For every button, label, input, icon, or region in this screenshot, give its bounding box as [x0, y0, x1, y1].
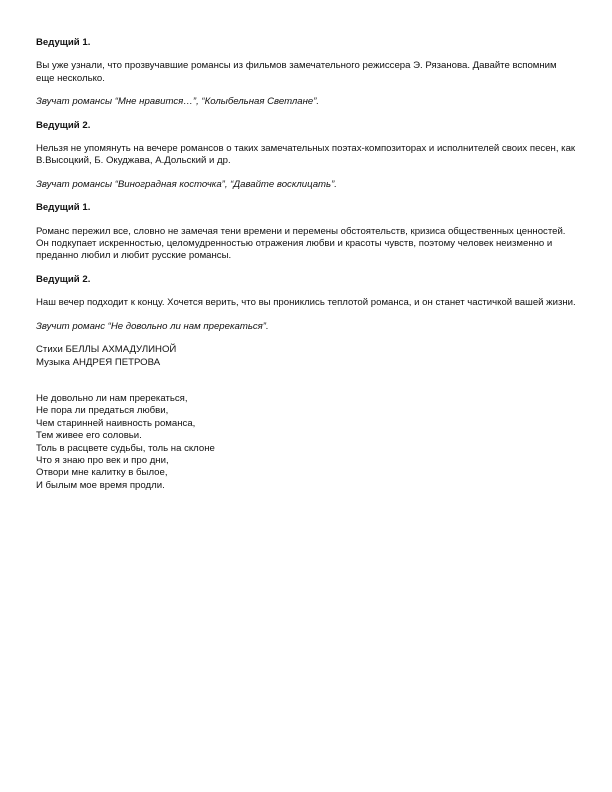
lyrics-credit: Стихи БЕЛЛЫ АХМАДУЛИНОЙ: [36, 344, 177, 356]
stage-direction: Звучат романсы “Виноградная косточка”, “Давайте восклицать”.: [36, 178, 337, 190]
speaker-heading: Ведущий 1.: [36, 37, 91, 48]
poem-line: Не пора ли предаться любви,: [36, 405, 169, 417]
speech-paragraph: Вы уже узнали, что прозвучавшие романсы из фильмов замечательного режиссера Э. Рязанова. Давайте вспомним еще несколько.: [36, 60, 557, 84]
dialogue-block-4: [36, 274, 576, 333]
speech-paragraph: Наш вечер подходит к концу. Хочется верить, что вы прониклись теплотой романса, и он станет частичкой вашей жизни.: [36, 297, 576, 309]
poem-lyrics: [36, 393, 576, 492]
dialogue-block-1: [36, 37, 576, 109]
poem-line: Отвори мне калитку в былое,: [36, 467, 168, 479]
speech-paragraph: Романс пережил все, словно не замечая тени времени и перемены обстоятельств, кризиса общественных ценностей. Он подкупает искренностью, целомудренностью отражения любви и красоты чувств, поэтому человек неизменно и преданно любил и любит русские романсы.: [36, 225, 566, 262]
dialogue-block-2: [36, 120, 576, 192]
stage-direction: Звучит романс “Не довольно ли нам пререкаться”.: [36, 320, 269, 332]
poem-line: Толь в расцвете судьбы, толь на склоне: [36, 442, 215, 454]
speaker-heading: Ведущий 2.: [36, 273, 91, 285]
poem-line: И былым мое время продли.: [36, 479, 165, 491]
speaker-heading: Ведущий 2.: [36, 119, 91, 131]
poem-line: Не довольно ли нам пререкаться,: [36, 392, 188, 404]
poem-line: Чем старинней наивность романса,: [36, 417, 196, 429]
song-credits: [36, 344, 576, 369]
music-credit: Музыка АНДРЕЯ ПЕТРОВА: [36, 356, 161, 368]
document-page: [36, 37, 576, 492]
speech-paragraph: Нельзя не упомянуть на вечере романсов о таких замечательных поэтах-композиторах и исполнителей своих песен, как В.Высоцкий, Б. Окуджава, А.Дольский и др.: [36, 143, 576, 167]
speaker-heading: Ведущий 1.: [36, 202, 91, 214]
poem-line: Что я знаю про век и про дни,: [36, 454, 169, 466]
stage-direction: Звучат романсы “Мне нравится…”, “Колыбельная Светлане”.: [36, 96, 320, 108]
dialogue-block-3: [36, 202, 576, 263]
poem-line: Тем живее его соловьи.: [36, 430, 142, 442]
